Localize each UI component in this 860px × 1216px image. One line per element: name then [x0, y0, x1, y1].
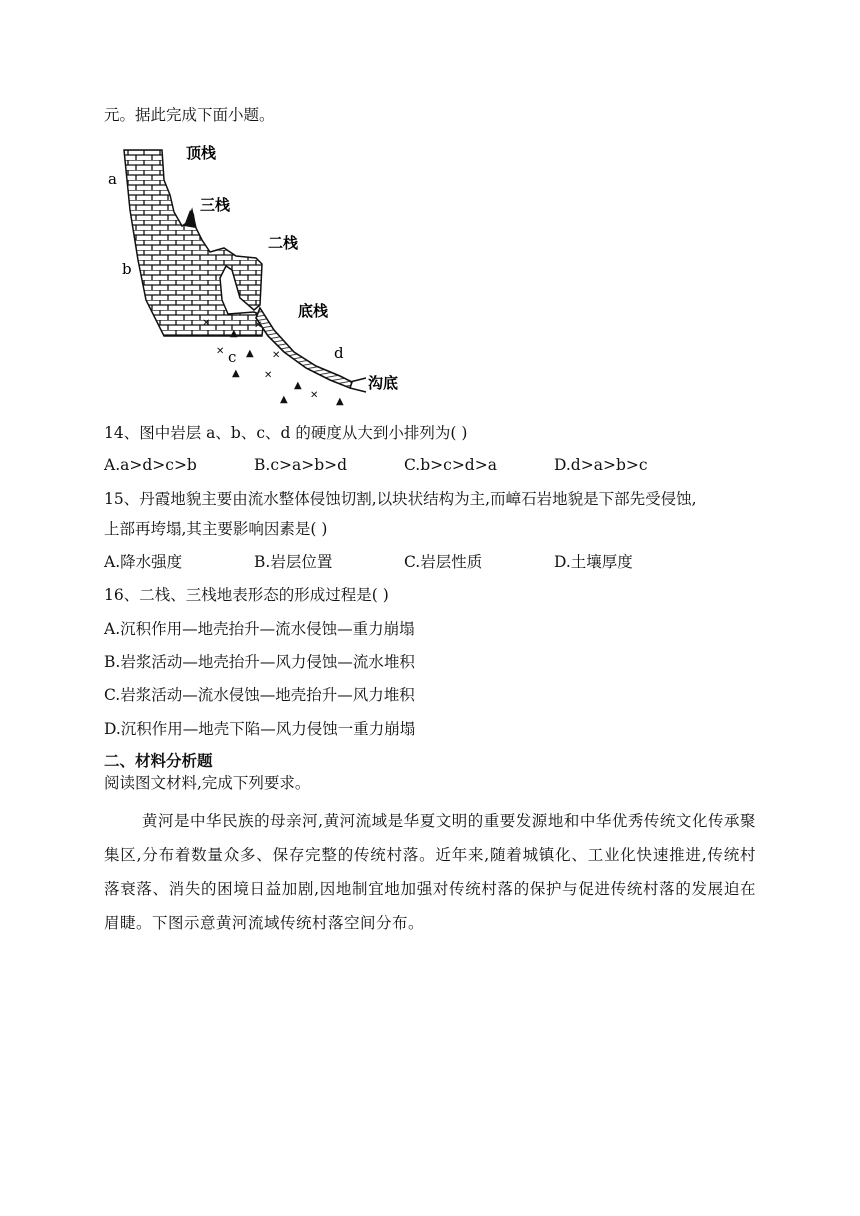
label-gully-floor: 沟底: [368, 374, 399, 392]
q15-stem-line1: 15、丹霞地貌主要由流水整体侵蚀切割,以块状结构为主,而嶂石岩地貌是下部先受侵蚀,: [104, 490, 697, 508]
q15-option-d[interactable]: D.土壤厚度: [554, 553, 633, 571]
q16-option-d[interactable]: D.沉积作用—地壳下陷—风力侵蚀一重力崩塌: [104, 720, 416, 738]
svg-text:▲: ▲: [280, 394, 288, 405]
q15-option-a[interactable]: A.降水强度: [104, 553, 183, 571]
label-second-step: 二栈: [268, 234, 299, 252]
q15-stem-line2: 上部再垮塌,其主要影响因素是( ): [104, 520, 328, 538]
section2-heading: 二、材料分析题: [104, 752, 213, 770]
rock-profile-diagram: [104, 140, 424, 410]
svg-text:✕: ✕: [272, 350, 281, 361]
q16-option-b[interactable]: B.岩浆活动—地壳抬升—风力侵蚀—流水堆积: [104, 653, 415, 671]
label-layer-b: b: [122, 260, 132, 278]
section2-instruction: 阅读图文材料,完成下列要求。: [104, 774, 311, 792]
label-layer-c: c: [228, 348, 237, 366]
brick-rock-mass: [124, 150, 264, 336]
svg-text:✕: ✕: [264, 370, 273, 381]
q14-option-d[interactable]: D.d>a>b>c: [554, 456, 648, 474]
svg-text:✕: ✕: [216, 346, 225, 357]
label-top-step: 顶栈: [186, 144, 217, 162]
label-layer-a: a: [108, 170, 117, 188]
third-step-spike: [184, 210, 196, 228]
q15-option-c[interactable]: C.岩层性质: [404, 553, 483, 571]
svg-text:✕: ✕: [202, 318, 211, 329]
label-third-step: 三栈: [200, 196, 231, 214]
q16-stem: 16、二栈、三栈地表形态的形成过程是( ): [104, 586, 389, 604]
q16-option-c[interactable]: C.岩浆活动—流水侵蚀—地壳抬升—风力堆积: [104, 686, 415, 704]
section2-paragraph: 黄河是中华民族的母亲河,黄河流域是华夏文明的重要发源地和中华优秀传统文化传承聚集区,分布着数量众多、保存完整的传统村落。近年来,随着城镇化、工业化快速推进,传统村落衰落、消失的困境日益加剧,因地制宜地加强对传统村落的保护与促进传统村落的发展迫在眉睫。下图示意黄河流域传统村落空间分布。: [104, 812, 756, 932]
intro-tail-text: 元。据此完成下面小题。: [104, 106, 275, 124]
q14-option-a[interactable]: A.a>d>c>b: [104, 456, 197, 474]
q14-stem: 14、图中岩层 a、b、c、d 的硬度从大到小排列为( ): [104, 424, 468, 442]
svg-text:▲: ▲: [246, 348, 254, 359]
q15-option-b[interactable]: B.岩层位置: [254, 553, 333, 571]
svg-text:▲: ▲: [232, 368, 240, 379]
svg-text:✕: ✕: [254, 320, 263, 331]
svg-text:✕: ✕: [310, 390, 319, 401]
rock-profile-svg: [104, 140, 424, 410]
label-layer-d: d: [334, 344, 344, 362]
svg-text:▲: ▲: [294, 380, 302, 391]
label-bottom-step: 底栈: [298, 302, 329, 320]
svg-text:▲: ▲: [230, 328, 238, 339]
q14-option-c[interactable]: C.b>c>d>a: [404, 456, 497, 474]
q14-option-b[interactable]: B.c>a>b>d: [254, 456, 348, 474]
q16-option-a[interactable]: A.沉积作用—地壳抬升—流水侵蚀—重力崩塌: [104, 620, 415, 638]
svg-text:▲: ▲: [336, 396, 344, 407]
